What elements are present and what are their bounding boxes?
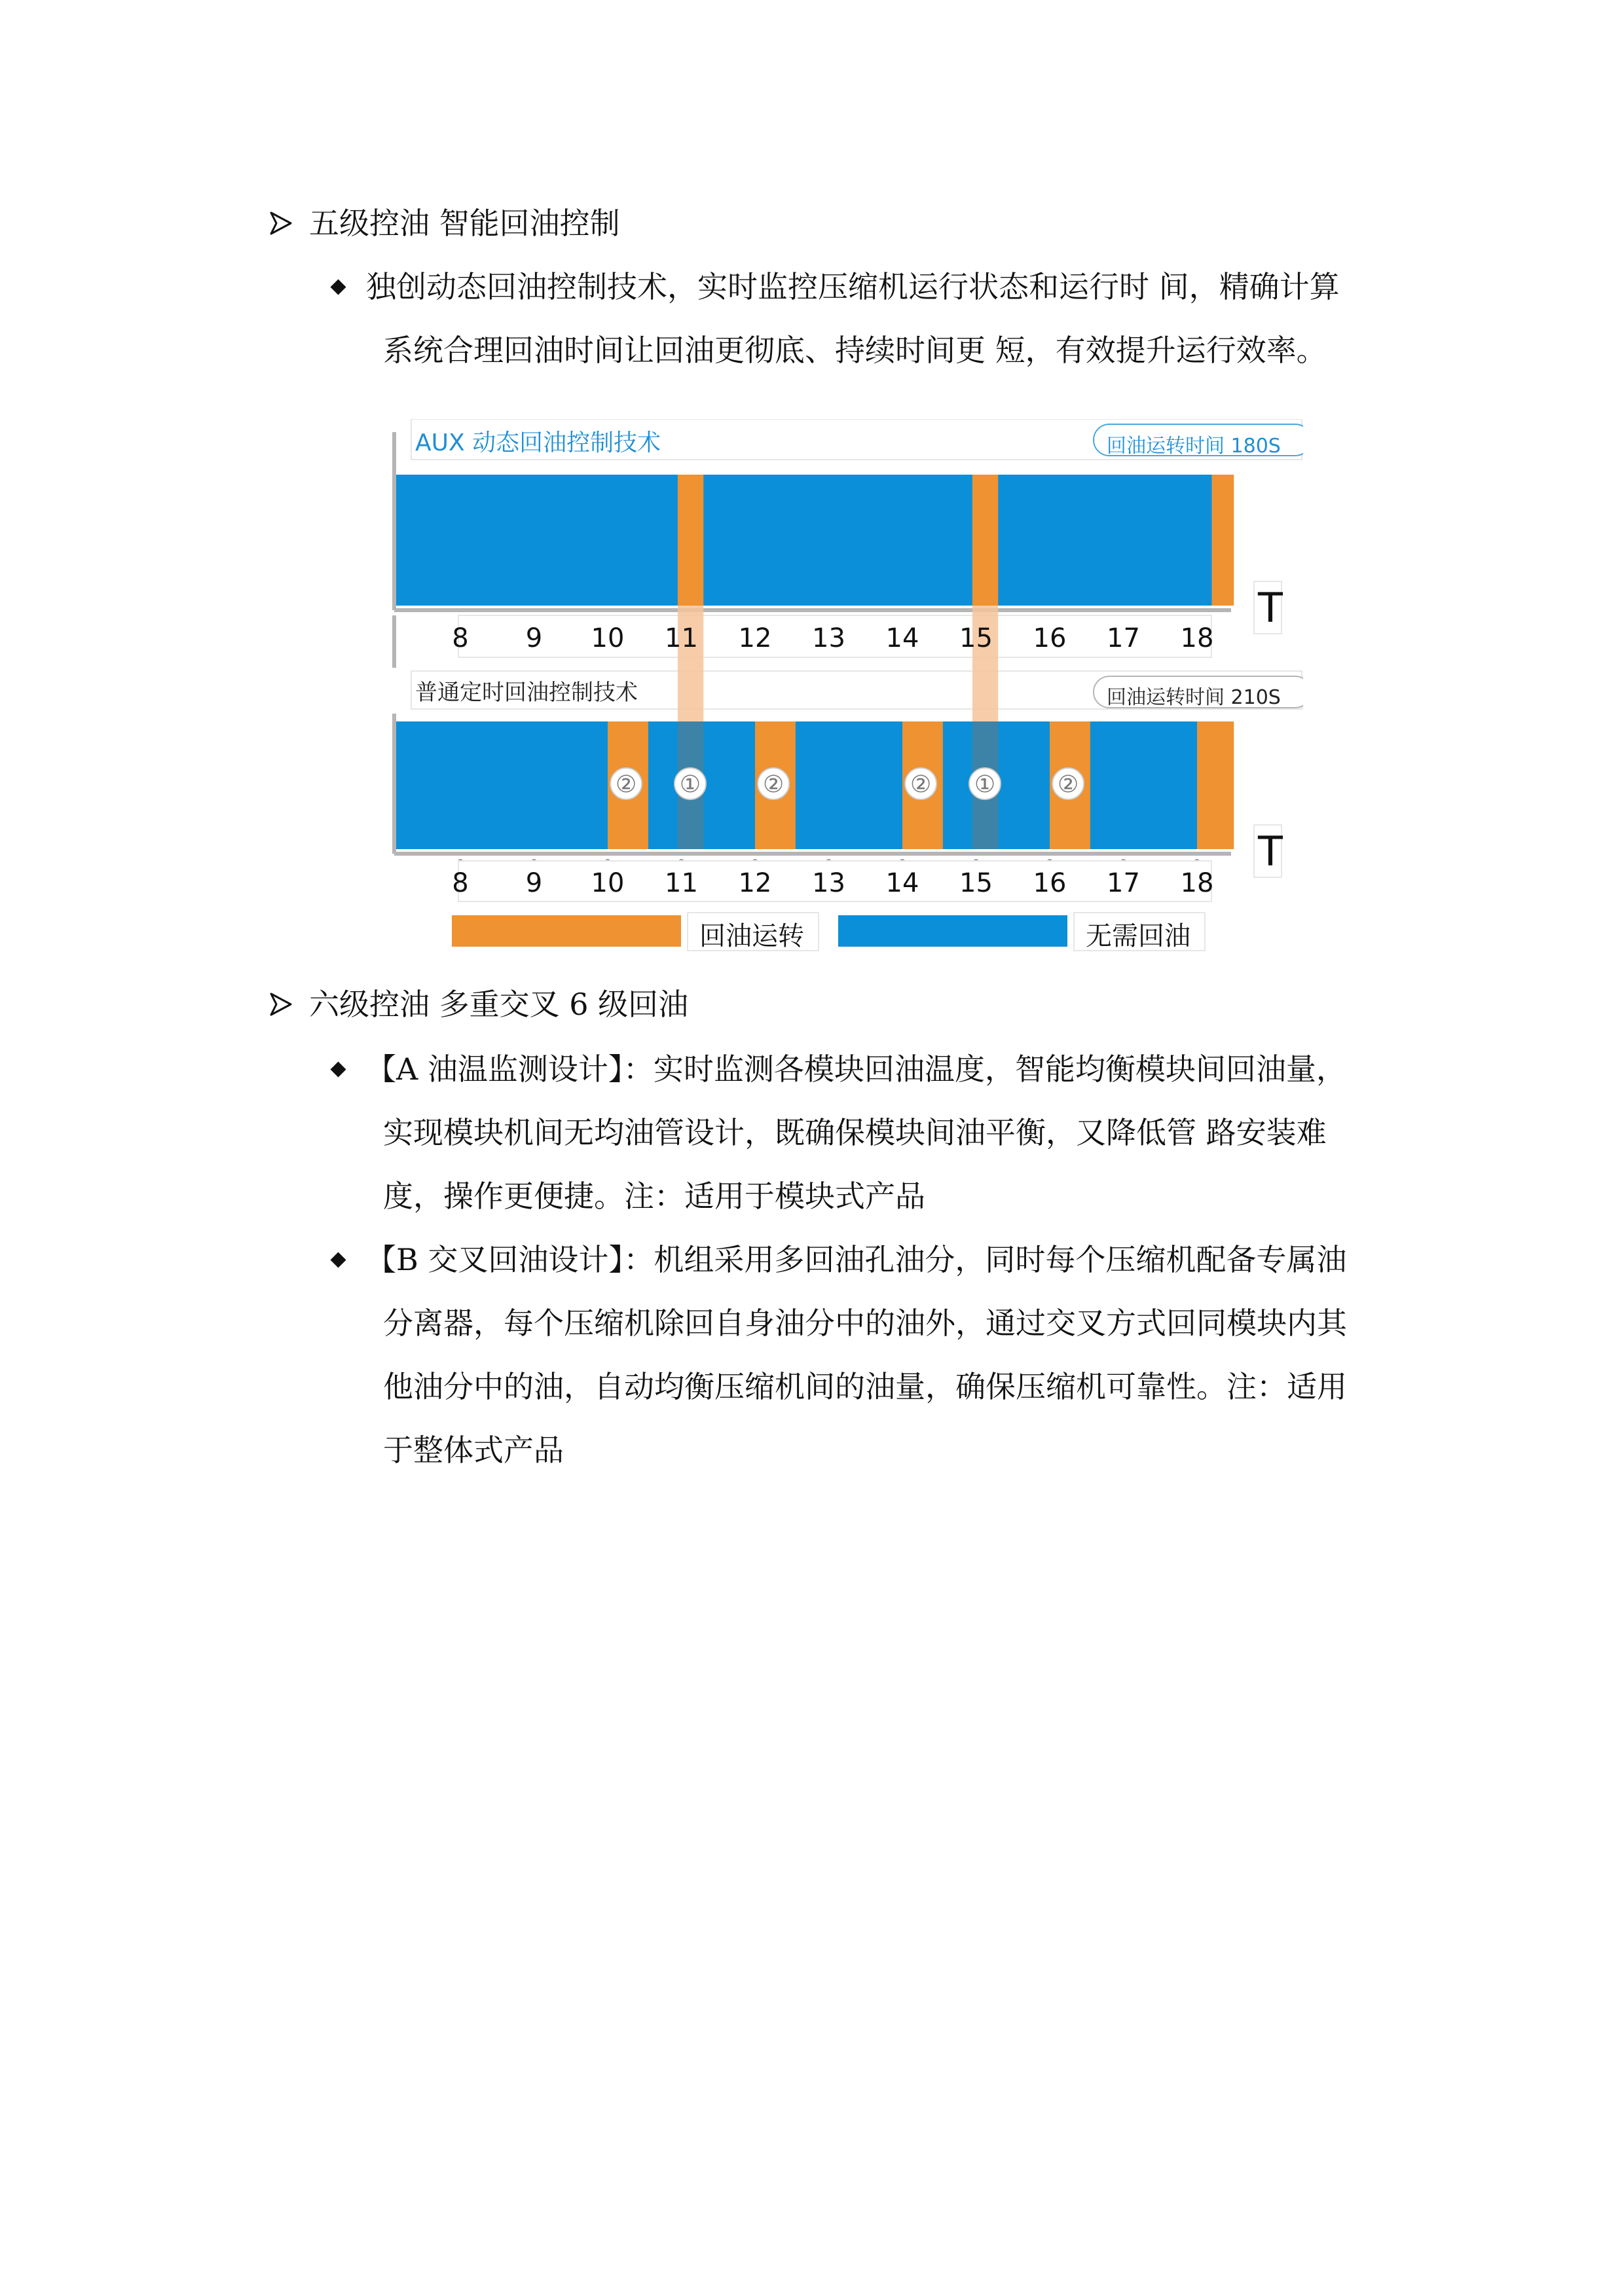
tick-label: 18 [1180,868,1214,898]
diamond-bullet-icon [330,279,346,295]
bullet-text-continuation: 分离器，每个压缩机除回自身油分中的油外，通过交叉方式回同模块内其 [383,1305,1347,1341]
tick-label: 12 [738,623,772,653]
tick-label: 18 [1180,623,1214,653]
top-orange-segment [972,475,998,606]
top-orange-segment [678,475,703,606]
oil-return-comparison-figure [386,419,1303,956]
tick-label: 15 [959,623,993,653]
marker-label: ② [1057,771,1079,798]
bullet-item-b [327,1240,1346,1279]
top-axis-label: T [1258,584,1283,632]
tick-label: 10 [591,868,625,898]
tick-label: 12 [738,868,772,898]
bullet-text-line: 【B 交叉回油设计】：机组采用多回油孔油分，同时每个压缩机配备专属油 [366,1242,1347,1277]
bullet-item-a [327,1049,1346,1089]
bottom-panel-badge: 回油运转时间 210S [1107,686,1281,709]
top-panel-badge: 回油运转时间 180S [1107,435,1281,458]
marker-label: ② [762,771,784,798]
bullet-text-continuation: 实现模块机间无均油管设计，既确保模块间油平衡，又降低管 路安装难 [383,1115,1327,1150]
bottom-orange-segment [1197,721,1234,849]
legend-orange-swatch [452,915,681,947]
section-heading-text: 五级控油 智能回油控制 [309,206,620,241]
tick-label: 13 [812,868,845,898]
bullet-text-line: 独创动态回油控制技术，实时监控压缩机运行状态和运行时 间，精确计算 [366,269,1340,304]
tick-label: 16 [1033,623,1067,653]
bullet-text-continuation: 他油分中的油，自动均衡压缩机间的油量，确保压缩机可靠性。注：适用 [383,1369,1347,1404]
bullet-text-line: 【A 油温监测设计】：实时监测各模块回油温度，智能均衡模块间回油量， [366,1051,1346,1087]
bullet-text-continuation: 度，操作更便捷。注：适用于模块式产品 [383,1178,925,1214]
marker-label: ② [615,771,637,798]
diamond-bullet-icon [330,1061,346,1077]
section-heading-text: 六级控油 多重交叉 6 级回油 [309,987,689,1022]
legend-blue-swatch [838,915,1067,947]
bullet-text-continuation: 于整体式产品 [383,1432,564,1468]
tick-label: 15 [959,868,993,898]
bullet-item [327,267,1340,306]
tick-label: 9 [525,868,543,898]
tick-label: 11 [665,868,698,898]
tick-label: 8 [452,623,469,653]
section-heading-level5 [268,204,620,243]
tick-label: 16 [1033,868,1067,898]
bottom-panel-title: 普通定时回油控制技术 [415,680,638,706]
marker-label: ② [910,771,932,798]
legend-orange-label: 回油运转 [699,921,804,951]
tick-label: 14 [885,868,919,898]
marker-label: ① [974,771,996,798]
tick-label: 8 [452,868,469,898]
tick-label: 9 [525,623,543,653]
arrow-bullet-icon [268,991,293,1017]
section-heading-level6 [268,985,688,1024]
tick-label: 17 [1107,623,1140,653]
marker-label: ① [679,771,701,798]
tick-label: 17 [1107,868,1140,898]
top-orange-segment [1212,475,1234,606]
arrow-bullet-icon [268,210,293,236]
bottom-axis-label: T [1258,828,1283,875]
bullet-text-continuation: 系统合理回油时间让回油更彻底、持续时间更 短，有效提升运行效率。 [383,333,1327,368]
legend-blue-label: 无需回油 [1086,921,1190,951]
diamond-bullet-icon [330,1252,346,1267]
tick-label: 13 [812,623,845,653]
top-bar-blue [394,475,1213,606]
tick-label: 14 [885,623,919,653]
tick-label: 11 [665,623,698,653]
tick-label: 10 [591,623,625,653]
top-panel-title: AUX 动态回油控制技术 [415,429,661,456]
